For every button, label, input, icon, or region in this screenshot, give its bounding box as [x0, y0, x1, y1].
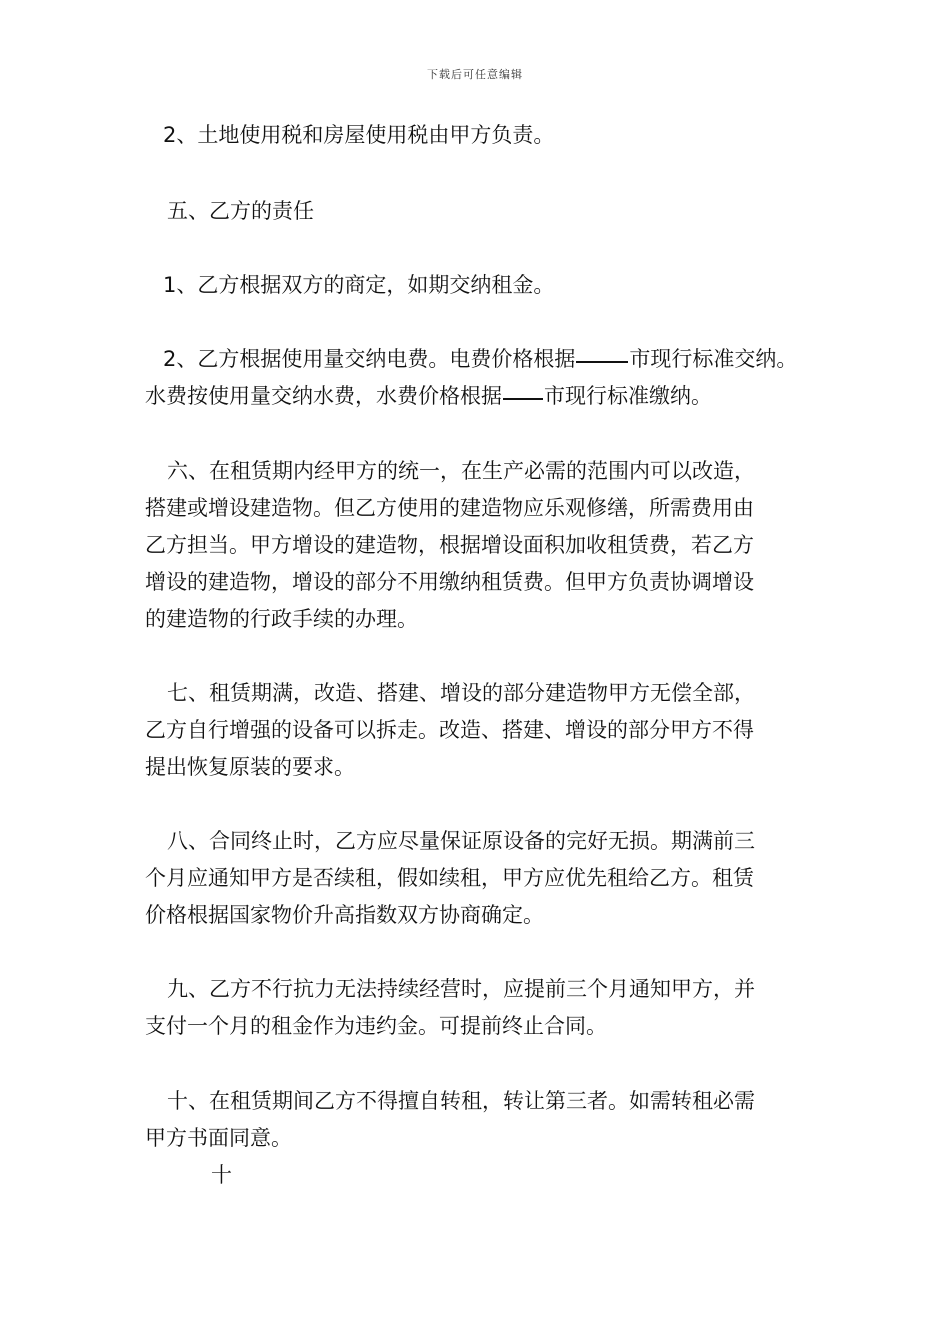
water-text-end: 市现行标准缴纳。 — [544, 384, 712, 408]
article-9-line: 支付一个月的租金作为违约金。可提前终止合同。 — [145, 1014, 607, 1038]
article-7-line: 乙方自行增强的设备可以拆走。改造、搭建、增设的部分甲方不得 — [145, 718, 754, 742]
article-6-line: 乙方担当。甲方增设的建造物，根据增设面积加收租赁费，若乙方 — [145, 533, 754, 557]
utilities-line-1 — [145, 341, 815, 378]
blank-underline — [503, 398, 543, 400]
paragraph-rent-payment: 1、乙方根据双方的商定，如期交纳租金。 — [163, 273, 555, 297]
article-10-line: 十、在租赁期间乙方不得擅自转租，转让第三者。如需转租必需 — [167, 1089, 755, 1113]
paragraph-land-tax: 2、土地使用税和房屋使用税由甲方负责。 — [163, 123, 555, 147]
article-6-line: 的建造物的行政手续的办理。 — [145, 607, 418, 631]
electricity-text: 2、乙方根据使用量交纳电费。电费价格根据 — [163, 347, 576, 371]
article-7-line: 七、租赁期满，改造、搭建、增设的部分建造物甲方无偿全部， — [167, 681, 755, 705]
paragraph-article-7 — [145, 675, 815, 786]
article-6-line: 增设的建造物，增设的部分不用缴纳租赁费。但甲方负责协调增设 — [145, 570, 754, 594]
article-8-line: 八、合同终止时，乙方应尽量保证原设备的完好无损。期满前三 — [167, 829, 755, 853]
article-9-line: 九、乙方不行抗力无法持续经营时，应提前三个月通知甲方，并 — [167, 977, 755, 1001]
paragraph-article-8 — [145, 823, 815, 934]
paragraph-article-9 — [145, 971, 815, 1045]
article-6-line: 六、在租赁期内经甲方的统一，在生产必需的范围内可以改造， — [167, 459, 755, 483]
article-7-line: 提出恢复原装的要求。 — [145, 755, 355, 779]
electricity-text-end: 市现行标准交纳。 — [629, 347, 798, 371]
paragraph-article-6 — [145, 453, 815, 638]
article-6-line: 搭建或增设建造物。但乙方使用的建造物应乐观修缮，所需费用由 — [145, 496, 754, 520]
blank-underline — [576, 361, 628, 363]
article-10-line: 甲方书面同意。 — [145, 1126, 292, 1150]
next-article-start: 十 — [211, 1163, 232, 1187]
utilities-line-2 — [145, 378, 815, 415]
article-8-line: 价格根据国家物价升高指数双方协商确定。 — [145, 903, 544, 927]
article-8-line: 个月应通知甲方是否续租，假如续租，甲方应优先租给乙方。租赁 — [145, 866, 754, 890]
paragraph-article-10 — [145, 1083, 815, 1157]
section-heading-party-b-duties: 五、乙方的责任 — [167, 199, 314, 223]
paragraph-utilities — [145, 341, 815, 415]
header-note: 下载后可任意编辑 — [427, 68, 523, 81]
water-text: 水费按使用量交纳水费，水费价格根据 — [145, 384, 502, 408]
